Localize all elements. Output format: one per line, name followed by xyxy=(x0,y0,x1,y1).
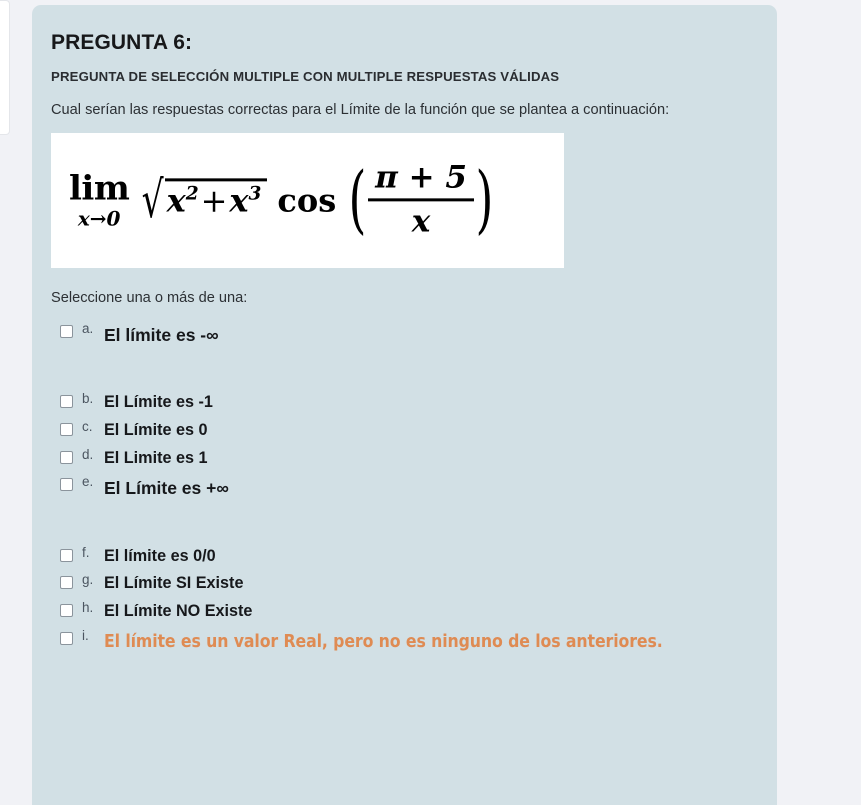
square-root xyxy=(138,169,267,229)
question-subtitle: PREGUNTA DE SELECCIÓN MULTIPLE CON MULTIPLE RESPUESTAS VÁLIDAS xyxy=(51,69,560,85)
answer-text: El Límite NO Existe xyxy=(104,602,253,621)
checkbox-b[interactable] xyxy=(60,395,73,408)
answer-option-c[interactable] xyxy=(51,417,755,441)
answer-letter: h. xyxy=(82,600,94,616)
partial-left-card xyxy=(0,0,10,135)
radicand-operator: + xyxy=(200,181,228,220)
answer-text: El Límite es -1 xyxy=(104,393,213,412)
answer-text: El límite es -∞ xyxy=(104,324,219,345)
limit-operator xyxy=(69,168,130,231)
question-prompt: Cual serían las respuestas correctas para el Límite de la función que se plantea a continuación: xyxy=(51,101,670,118)
fraction-numerator: π + 5 xyxy=(375,159,467,196)
answer-letter: i. xyxy=(82,627,89,643)
answer-option-e[interactable] xyxy=(51,472,755,499)
answer-text: El límite es 0/0 xyxy=(104,546,216,565)
answer-option-a[interactable] xyxy=(51,319,755,346)
radical-sign-icon: √ xyxy=(141,169,164,229)
answer-options-list xyxy=(51,319,755,654)
answer-option-i[interactable] xyxy=(51,626,755,653)
answer-letter: c. xyxy=(82,418,93,434)
answer-option-g[interactable] xyxy=(51,570,755,594)
paren-close: ) xyxy=(475,156,494,243)
answer-text: El límite es un valor Real, pero no es ninguno de los anteriores. xyxy=(104,631,663,652)
answer-text: El Límite es +∞ xyxy=(104,478,229,499)
select-instruction: Seleccione una o más de una: xyxy=(51,289,248,306)
checkbox-a[interactable] xyxy=(60,325,73,338)
checkbox-f[interactable] xyxy=(60,549,73,562)
formula-expression xyxy=(69,156,499,243)
radicand-term1-exponent: 2 xyxy=(185,183,199,205)
fraction-denominator: x xyxy=(368,198,474,240)
radicand xyxy=(165,178,268,222)
answer-letter: f. xyxy=(82,544,90,560)
answer-text: El Límite es 0 xyxy=(104,420,208,439)
answer-option-h[interactable] xyxy=(51,598,755,622)
checkbox-e[interactable] xyxy=(60,478,73,491)
radicand-term2-base: x xyxy=(229,181,249,220)
checkbox-i[interactable] xyxy=(60,632,73,645)
checkbox-g[interactable] xyxy=(60,576,73,589)
radicand-term1-base: x xyxy=(166,181,186,220)
lim-subscript: x→0 xyxy=(77,206,121,231)
answer-letter: d. xyxy=(82,446,94,462)
answer-option-b[interactable] xyxy=(51,389,755,413)
lim-word: lim xyxy=(69,168,130,209)
answer-text: El Limite es 1 xyxy=(104,448,208,467)
checkbox-d[interactable] xyxy=(60,451,73,464)
fraction xyxy=(368,161,474,240)
checkbox-c[interactable] xyxy=(60,423,73,436)
formula-image xyxy=(51,133,564,268)
answer-letter: e. xyxy=(82,474,94,490)
answer-text: El Límite SI Existe xyxy=(104,574,244,593)
paren-open: ( xyxy=(348,156,367,243)
answer-option-f[interactable] xyxy=(51,543,755,567)
answer-letter: g. xyxy=(82,572,94,588)
answer-letter: a. xyxy=(82,320,94,336)
page-title: PREGUNTA 6: xyxy=(51,31,193,54)
answer-option-d[interactable] xyxy=(51,445,755,469)
checkbox-h[interactable] xyxy=(60,604,73,617)
radicand-term2-exponent: 3 xyxy=(248,183,262,205)
cosine-word: cos xyxy=(277,181,337,220)
answer-letter: b. xyxy=(82,391,94,407)
question-panel xyxy=(32,5,777,805)
